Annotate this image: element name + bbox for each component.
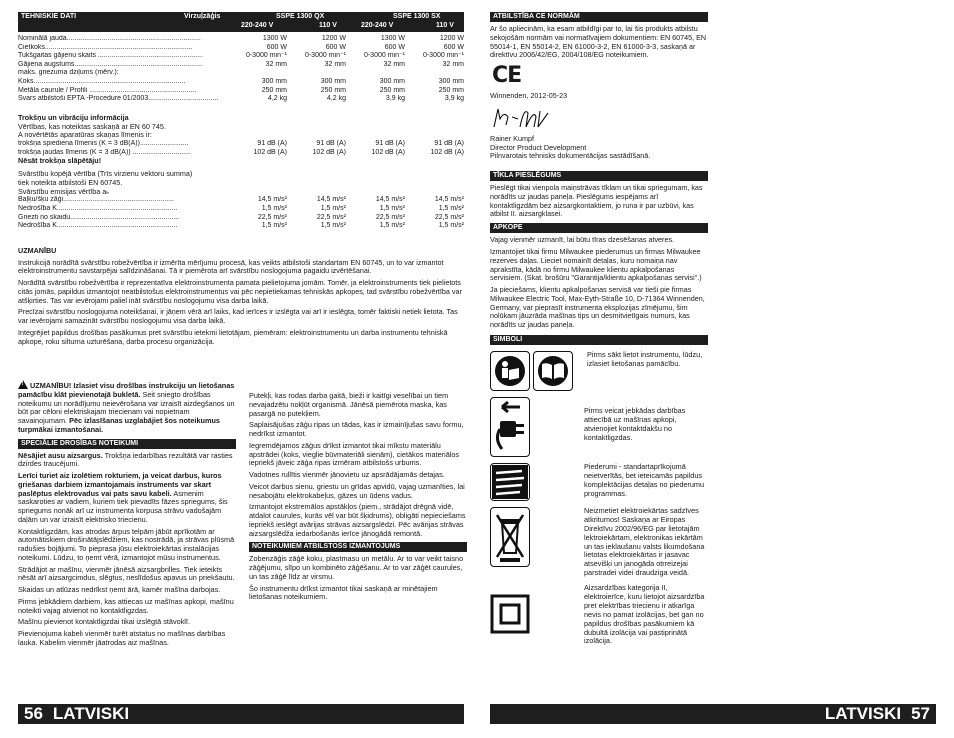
- noise-value: 91 dB (A): [375, 140, 405, 148]
- voltage-1: 220-240 V: [241, 22, 274, 29]
- warning-rest: Seit sniegto drošības noteikumu un norādījumu neievērošana var izraisīt aizdegšanos un būt par cēloni elektriskajam triecienam vai nopietnam savainojumam.: [18, 389, 235, 425]
- vibration-row: [18, 214, 464, 223]
- vibration-row: [18, 196, 464, 205]
- rule-insulated: [18, 472, 236, 525]
- attention-p1: Instrukcijā norādītā svārstību robežvērtība ir izmērīta mērījumu procesā, kas veikts atbilstoši standartam EN 60745, un to var izmantot elektroinstrumentu savstarpējai salīdzināšanai. Tā ir piemērota arī svārstību noslogojuma pagaidu izvērtēšanai.: [18, 257, 444, 276]
- signer-title: Director Product Development: [490, 142, 587, 152]
- tech-title: TEHNISKIE DATI: [21, 13, 77, 20]
- vibration-value: 14,5 m/s²: [316, 196, 346, 204]
- rule-outdoor: Kontaktligzdām, kas atrodas ārpus telpām jābūt aprīkotām ar automātiskiem drošinātājslēdžiem, kas nostrādā, ja strāvas plūsmā radušies bojājumi. To pieprasa jūsu elektroiekārtas instalācijas noteikumi. Lūdzu, to ņemt vērā, izmantojot mūsu instrumentus.: [18, 526, 235, 562]
- tech-data-table: [18, 12, 464, 104]
- tech-value: 1300 W: [262, 35, 287, 42]
- vibration-value: 1,5 m/s²: [261, 222, 287, 230]
- noise-value: 91 dB (A): [434, 140, 464, 148]
- noise-value: 102 dB (A): [312, 148, 346, 156]
- tech-row: [18, 35, 464, 44]
- rule-switch-off: Mašīnu pievienot kontaktligzdai tikai izslēgtā stāvoklī.: [18, 617, 190, 627]
- tech-label: Svars atbilstoši EPTA -Procedure 01/2003....................................: [18, 95, 219, 103]
- maintenance-p3: Ja pieciešams, klientu apkalpošanas servisā var tieši pie firmas Milwaukee Electric Tool, Max-Eyth-Straße 10, D-71364 Winnenden, Germany, var pieprasīt instrumenta eksplozijas zīmējumu, šim nolūkam jāuzrāda mašīnas tips un desmitvietīgais numurs, kas norādīts uz jaudas paneļa.: [490, 285, 705, 330]
- warning-keep: Pēc izlasīšanas uzglabājiet šos noteikumus turpmākai izmantošanai.: [18, 416, 220, 434]
- tech-row: [18, 61, 464, 70]
- model2-name: SSPE 1300 SX: [393, 13, 441, 20]
- vibration-value: 1,5 m/s²: [379, 222, 405, 230]
- special-rules-heading: SPECIĀLIE DROŠĪBAS NOTEIKUMI: [18, 439, 236, 449]
- tech-row: [18, 69, 464, 78]
- tech-label: Gājiena augstums..................................................................: [18, 60, 203, 68]
- vibration-value: 14,5 m/s²: [434, 196, 464, 204]
- right-page: [490, 12, 936, 724]
- symbol-class-ii-text: Aizsardzības kategorija II, elektroierīce, kuru lietojot aizsardzība pret elektrības triecienu ir atkarīga nevis no pamat izolācijas, bet gan no papildus drošības pasākumiem kā dubultā izolācija vai pastiprinātā izolācija.: [584, 583, 705, 646]
- tech-row: [18, 95, 464, 104]
- vibration-value: 1,5 m/s²: [320, 205, 346, 212]
- tech-value: 300 mm: [320, 77, 346, 85]
- maintenance-p2: Izmantojiet tikai firmu Milwaukee piederumus un firmas Milwaukee rezerves daļas. Lieciet nomainīt detaļas, kuru nomaiņa nav aprakstīta, kādā no firmu Milwaukee klientu apkalpošanas servisiem. (Skat. brošūru "Garantija/klientu apkalpošanas servisi".): [490, 246, 702, 283]
- footer-left: [18, 704, 464, 724]
- tech-value: 4,2 kg: [326, 95, 346, 103]
- symbol-weee-text: Neizmetiet elektroiekārtas sadzīves atkritumos! Saskaņa ar Eiropas Direktīvu 2002/96/EG par lietotajām lektroiekārtam, elektronikas iekārtām un tas ieklaušanu valsts likumdošana lietotas elektroiekārtas ir jasavac atsevišķi un janogāda otrreizejai parstradei videi draudziga veidā.: [584, 506, 705, 578]
- symbol-class-ii: [490, 584, 708, 646]
- tech-value: 250 mm: [320, 86, 346, 94]
- tech-value: 600 W: [266, 43, 287, 51]
- tech-value: 32 mm: [383, 60, 405, 68]
- tech-label: maks. griezuma dziļums (mērv.):: [18, 69, 119, 77]
- tech-table-header: [18, 12, 464, 32]
- vib-line3: Svārstību emisijas vērtība aₕ: [18, 186, 110, 196]
- noise-label: trokšņa jaudas līmenis (K = 3 dB(A)) ..............................: [18, 148, 191, 156]
- tech-value: 0-3000 min⁻¹: [363, 52, 405, 60]
- intended-use-heading: NOTEIKUMIEM ATBILSTOŠS IZMANTOJUMS: [249, 542, 467, 552]
- vibration-value: 1,5 m/s²: [261, 205, 287, 212]
- noise-label: trokšņa spiediena līmenis (K = 3 dB(A)).........................: [18, 140, 189, 148]
- voltage-3: 220-240 V: [361, 22, 394, 29]
- noise-value: 91 dB (A): [316, 140, 346, 148]
- tech-value: 32 mm: [265, 60, 287, 68]
- tech-value: 300 mm: [261, 77, 287, 85]
- signature: [490, 105, 708, 135]
- voltage-4: 110 V: [436, 22, 454, 29]
- right-column: [490, 12, 708, 646]
- tech-label: Tukšgaitas gājienu skaits ......................................................: [18, 52, 203, 60]
- noise-line1: Vērtības, kas noteiktas saskaņā ar EN 60 745.: [18, 121, 166, 131]
- rule-extreme: Izmantojot ekstremālos apstākļos (piem., strādājot drēgnā vidē, atdalot caurules, kurās vēl var būt šķidrums), obligāti nepieciešams iepriekš ieslēgt avārijas strāvas aizsargslēdzi. Pēc avārijas strāvas aizsargslēdža iedarbošanās ierīce jānogādā remontā.: [249, 502, 466, 538]
- ce-mark: CE: [492, 63, 522, 89]
- rule-walls: Veicot darbus sienu, griestu un grīdas apvidū, vajag uzmanīties, lai nesabojātu elektrokabeļus, gāzes un ūdens vadus.: [249, 481, 465, 500]
- symbol-weee: [490, 507, 708, 578]
- ce-heading: ATBILSTĪBA CE NORMĀM: [490, 12, 708, 22]
- safety-column-a: [18, 380, 236, 651]
- rule-ear: [18, 452, 236, 470]
- tech-row: [18, 52, 464, 61]
- page-number-left: 56: [24, 704, 43, 723]
- vibration-value: 22,5 m/s²: [375, 213, 405, 221]
- rule-chips: Skaidas un atlūzas nedrīkst ņemt ārā, kamēr mašīna darbojas.: [18, 585, 221, 594]
- vibration-value: 1,5 m/s²: [320, 222, 346, 230]
- vibration-value: 1,5 m/s²: [379, 205, 405, 212]
- noise-value: 102 dB (A): [371, 148, 405, 156]
- tech-value: 1300 W: [380, 35, 405, 42]
- attention-p4: Integrējiet papildus drošības pasākumus pret svārstību ietekmi lietotājam, piemēram: elektroinstrumentu un darba instrumentu tehniskā apkope, roku silturna uzturēšana, darba procesu organizācija.: [18, 328, 448, 346]
- tech-value: 600 W: [384, 43, 405, 51]
- vibration-value: 22,5 m/s²: [434, 213, 464, 221]
- symbol-accessories-text: Piederumi - standartaprīkojumā neietverītās, bet ieteicamās papildus komplektācijas detaļas no piederumu programmas.: [584, 462, 705, 498]
- tech-value: 4,2 kg: [267, 95, 287, 103]
- symbol-accessories: [490, 463, 708, 501]
- symbol-read-manual: [490, 351, 708, 391]
- vibration-value: 1,5 m/s²: [438, 222, 464, 230]
- left-page: [18, 12, 464, 724]
- rule-roller: Vadotnes rullītis vienmēr jānovietu uz apsrādājamās detajas.: [249, 470, 445, 479]
- rule-cracked-blades: Saplaisājušas zāģu ripas un tādas, kas ir izmainījušas savu formu, nedrīkst izmantot.: [249, 420, 464, 438]
- tech-subtitle: Virzuļzāģis: [184, 13, 221, 20]
- tech-value: 32 mm: [442, 60, 464, 68]
- noise-value: 91 dB (A): [257, 140, 287, 148]
- tech-value: 0-3000 min⁻¹: [422, 52, 464, 60]
- symbol-read-manual-text: Pirms sākt lietot instrumentu, lūdzu, izlasiet lietošanas pamācību.: [587, 350, 703, 368]
- tech-value: 1200 W: [321, 35, 346, 42]
- noise-line2: A novērtētās aparatūras skaņas līmenis ir:: [18, 130, 152, 140]
- ce-text: Ar šo apliecinām, ka esam atbildīgi par to, lai šis produkts atbilstu sekojošām normām vai normatīvajiem dokumentiem: EN 60745, EN 55014-1, EN 55014-2, EN 61000-3-2, EN 61000-3-3, saskaņā ar direktīvu 2006/42/EG, 2004/108/EG noteikumiem.: [490, 24, 707, 60]
- footer-right: [490, 704, 936, 724]
- place-date: Winnenden, 2012-05-23: [490, 90, 568, 100]
- tech-label: Metāla caurule / Profili .......................................................: [18, 86, 197, 94]
- ear-protection-note: Nēsāt trokšņa slāpētāju!: [18, 156, 102, 166]
- tech-value: 3,9 kg: [444, 95, 464, 103]
- warning-block: [18, 380, 236, 435]
- vibration-label: Baļķu/šķu zāģi.........................................................: [18, 196, 174, 204]
- tech-label: Cietkoks............................................................................: [18, 43, 193, 51]
- rule-unplug: Pirms jebkādiem darbiem, kas attiecas uz mašīnas apkopi, mašīnu noteikti vajag atvienot no kontaktligzdas.: [18, 596, 234, 615]
- vibration-row: [18, 205, 464, 214]
- tech-value: [346, 69, 405, 78]
- tech-value: 32 mm: [324, 60, 346, 68]
- rule-plunge: Iegremdējamos zāģus drīkst izmantot tikai mīkstu materiālu apstrādei (koks, vieglie būvmateriāli sienām), cietākos materiālos iepriekš jāveic zāģa ripas izmēram atbilstošs urbums.: [249, 440, 460, 468]
- tech-value: 1200 W: [439, 35, 464, 42]
- mains-heading: TĪKLA PIESLĒGUMS: [490, 171, 708, 181]
- noise-value: 102 dB (A): [430, 148, 464, 156]
- vibration-label: Nedrošība K..............................................................: [18, 222, 178, 230]
- tech-row: [18, 87, 464, 96]
- vib-line1: Svārstību kopējā vērtība (Trīs virzienu vektoru summa): [18, 169, 193, 179]
- double-insulation-icon: [490, 584, 530, 644]
- tech-value: 600 W: [443, 43, 464, 51]
- rule-insulated-text: Asmenim saskaroties ar vadiem, kuriem tiek pievadīts fāzes spriegums, šis spriegums nonāk arī uz instrumenta korpusa strāvu vadošajām daļām un var izraisīt elektrisko triecienu.: [18, 488, 228, 524]
- tech-value: 300 mm: [438, 77, 464, 85]
- vibration-row: [18, 222, 464, 231]
- rule-ear-text: Trokšņa iedarbības rezultātā var rasties dzirdes traucējumi.: [18, 450, 233, 469]
- signer-name: Rainer Kumpf: [490, 133, 534, 143]
- vib-line2: tiek noteikta atbilstoši EN 60745.: [18, 177, 123, 187]
- vibration-value: 22,5 m/s²: [316, 213, 346, 221]
- tech-value: 250 mm: [438, 86, 464, 94]
- warning-lead: UZMANĪBU! Izlasiet visu drošības instrukciju un lietošanas pamācību klāt pievienotajā bukletā.: [18, 381, 235, 399]
- unplug-icon: [490, 397, 530, 457]
- intended-use-p2: Šo instrumentu drīkst izmantot tikai saskaņā ar minētajiem lietošanas noteikumiem.: [249, 583, 438, 602]
- crossed-bin-icon: [490, 507, 530, 567]
- attention-p3: Precīzai svārstību noslogojuma noteikšanai, ir jāņem vērā arī laiks, kad ierīces ir izslēgta vai arī ir ieslēgta, tomēr faktiski netiek lietota. Tas var ievērojami samazināt svārstību noslogojumu visa darba laikā.: [18, 307, 458, 326]
- tech-label: Koks..............................................................................: [18, 77, 186, 85]
- tech-row: [18, 44, 464, 53]
- noise-value: 102 dB (A): [253, 148, 287, 156]
- rule-cable: Pievienojuma kabeli vienmēr turēt atstatus no mašīnas darbības lauka. Kabelim vienmēr jāatrodas aiz mašīnas.: [18, 629, 226, 647]
- language-right: LATVISKI: [824, 704, 902, 723]
- tech-value: 300 mm: [379, 77, 405, 85]
- attention-title: UZMANĪBU: [18, 245, 57, 255]
- open-book-icon: [533, 351, 573, 391]
- signer-authority: Pilnvarotais tehnisks dokumentācijas sastādīšanā.: [490, 151, 651, 161]
- noise-row: [18, 140, 464, 149]
- tech-row: [18, 78, 464, 87]
- rule-insulated-bold: Lerīci turiet aiz izolētiem rokturiem, ja veicat darbus, kuros griešanas darbiem izmantojamais instruments var skart paslēptus elektrovadus vai pats savu kabeli.: [18, 471, 222, 498]
- rule-goggles: Strādājot ar mašīnu, vienmēr jānēsā aizsargbrilles. Tiek ieteikts nēsāt arī aizsargcimdus, slēgtus, neslīdošus apavus un priekšautu.: [18, 564, 235, 583]
- intended-use-p1: Zobenzāģis zāģē koku, plastmasu un metālu. Ar to var veikt taisno zāģējumu, slīpo un kombinēto zāģēšanu. Ar to var zāģēt caurules, un tas zāģē līdz ar virsmu.: [249, 554, 464, 581]
- maintenance-heading: APKOPE: [490, 223, 708, 233]
- attention-section: [18, 247, 464, 347]
- safety-column-b: [249, 392, 467, 605]
- tech-value: [228, 69, 287, 78]
- tech-value: 250 mm: [261, 86, 287, 94]
- rule-dust: Putekļi, kas rodas darba gaitā, bieži ir kaitīgi veselībai un tiem nevajadzētu nokļūt organismā. Jānēsā piemērota maska, kas pasargā no putekļiem.: [249, 391, 449, 418]
- vibration-value: 14,5 m/s²: [257, 196, 287, 204]
- noise-title: Trokšņu un vibrāciju informācija: [18, 112, 129, 122]
- accessory-blades-icon: [490, 463, 530, 501]
- symbols-heading: SIMBOLI: [490, 335, 708, 345]
- warning-triangle-icon: [18, 380, 28, 389]
- maintenance-p1: Vajag vienmēr uzmanīt, lai būtu tīras dzesēšanas atveres.: [490, 235, 675, 245]
- symbol-unplug: [490, 397, 708, 457]
- rule-ear-bold: Nēsājiet ausu aizsargus.: [18, 450, 103, 460]
- vibration-value: 14,5 m/s²: [375, 196, 405, 204]
- vibration-value: 1,5 m/s²: [438, 205, 464, 212]
- vibration-label: Griezti no skaidu........................................................: [18, 213, 180, 221]
- tech-value: 0-3000 min⁻¹: [304, 52, 346, 60]
- tech-value: [405, 69, 464, 78]
- tech-value: [287, 69, 346, 78]
- read-manual-person-icon: [490, 351, 530, 391]
- voltage-2: 110 V: [319, 22, 337, 29]
- tech-value: 3,9 kg: [385, 95, 405, 103]
- tech-value: 0-3000 min⁻¹: [245, 52, 287, 60]
- page-number-right: 57: [911, 704, 930, 723]
- model1-name: SSPE 1300 QX: [276, 13, 325, 20]
- tech-value: 600 W: [325, 43, 346, 51]
- symbol-unplug-text: Pirms veicat jebkādas darbības attiecībā uz mašīnas apkopi, atvienojiet kontaktdakšu no kontaktligzdas.: [584, 406, 686, 442]
- vibration-label: Nedrošība K..............................................................: [18, 205, 178, 212]
- language-left: LATVISKI: [52, 704, 130, 723]
- mains-text: Pieslēgt tikai vienpola maiņstrāvas tīklam un tikai spriegumam, kas norādīts uz jaudas paneļa. Pieslēgums iespējams arī kontaktligzdām bez aizsargkontaktiem, jo runa ir par uzbūvi, kas atbilst II. aizsargklasei.: [490, 183, 703, 219]
- tech-label: Nominālā jauda.....................................................................: [18, 35, 201, 42]
- tech-value: 250 mm: [379, 86, 405, 94]
- attention-p2: Norādītā svārstību robežvērtība ir reprezentatīva elektroinstrumenta pamata pielietojuma jomām. Tomēr, ja elektroinstruments tiek pielietots citās jomās, papildus izmantojot neatbilstošus elektroinstrumentus vai pēc nepietiekamas tehniskās apkopes, tad svārstību robežvērtība var atšķirties. Tas var ievērojami paliel ināt svārstību noslogojumu visa darba laikā.: [18, 278, 462, 305]
- noise-section: [18, 114, 464, 231]
- vibration-value: 22,5 m/s²: [257, 213, 287, 221]
